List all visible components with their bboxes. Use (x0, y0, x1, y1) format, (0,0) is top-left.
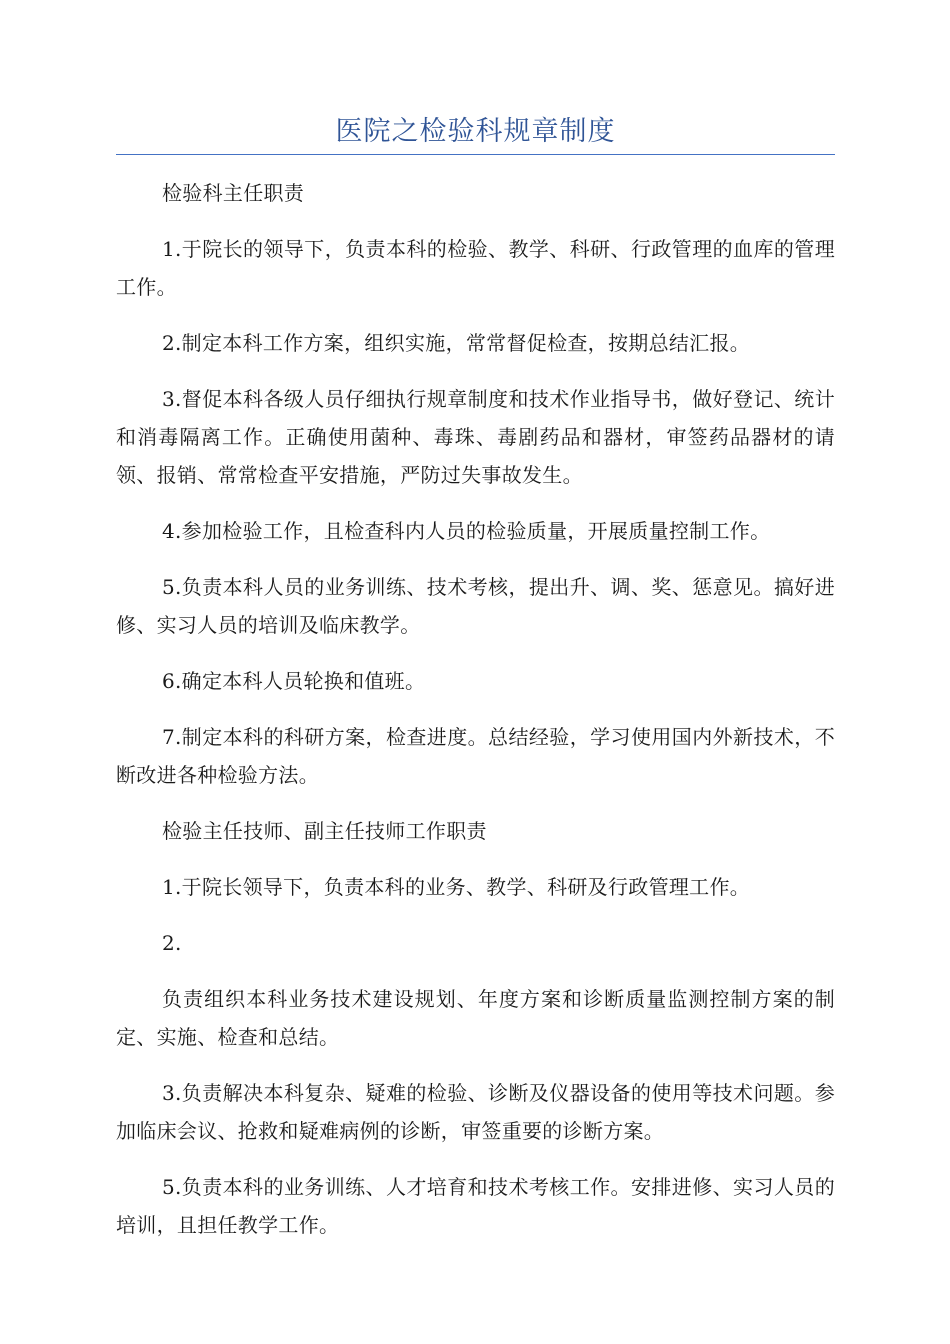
paragraph: 6.确定本科人员轮换和值班。 (162, 669, 426, 693)
paragraph: 3.督促本科各级人员仔细执行规章制度和技术作业指导书，做好登记、统计和消毒隔离工作。正确使用菌种、毒珠、毒剧药品和器材，审签药品器材的请领、报销、常常检查平安措施，严防过失事故发生。 (116, 387, 835, 487)
section-heading: 检验主任技师、副主任技师工作职责 (162, 819, 487, 843)
document-title: 医院之检验科规章制度 (335, 116, 616, 147)
section-heading: 检验科主任职责 (162, 181, 305, 205)
paragraph: 负责组织本科业务技术建设规划、年度方案和诊断质量监测控制方案的制定、实施、检查和总结。 (116, 987, 835, 1049)
paragraph: 5.负责本科的业务训练、人才培育和技术考核工作。安排进修、实习人员的培训，且担任教学工作。 (116, 1175, 835, 1237)
paragraph: 5.负责本科人员的业务训练、技术考核，提出升、调、奖、惩意见。搞好进修、实习人员的培训及临床教学。 (116, 575, 835, 637)
paragraph: 1.于院长领导下，负责本科的业务、教学、科研及行政管理工作。 (162, 875, 751, 899)
paragraph: 3.负责解决本科复杂、疑难的检验、诊断及仪器设备的使用等技术问题。参加临床会议、抢救和疑难病例的诊断，审签重要的诊断方案。 (116, 1081, 835, 1143)
paragraph: 1.于院长的领导下，负责本科的检验、教学、科研、行政管理的血库的管理工作。 (116, 237, 835, 299)
paragraph: 4.参加检验工作，且检查科内人员的检验质量，开展质量控制工作。 (162, 519, 771, 543)
document-body (116, 174, 835, 1262)
paragraph: 2. (162, 931, 182, 955)
paragraph: 7.制定本科的科研方案，检查进度。总结经验，学习使用国内外新技术，不断改进各种检验方法。 (116, 725, 835, 787)
paragraph: 2.制定本科工作方案，组织实施，常常督促检查，按期总结汇报。 (162, 331, 751, 355)
title-underline (116, 154, 835, 155)
